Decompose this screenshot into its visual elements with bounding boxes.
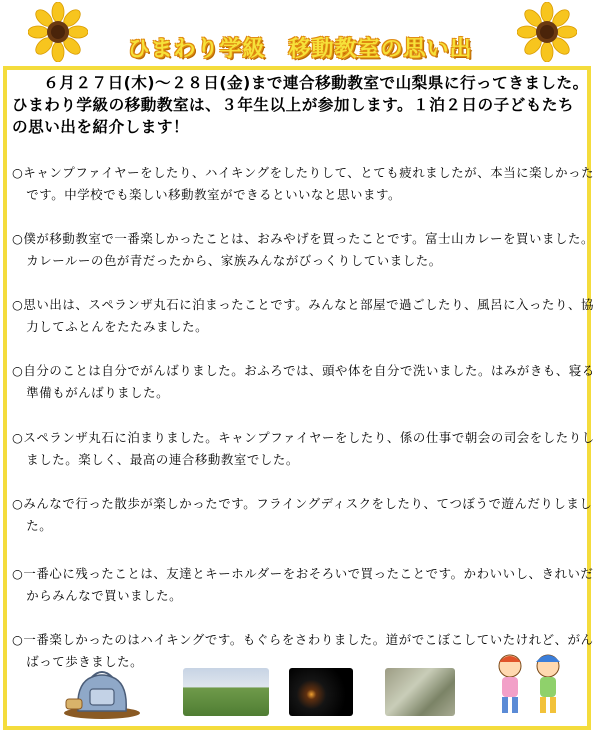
backpack-illustration [62,665,142,720]
memory-entry: ○自分のことは自分でがんばりました。おふろでは、頭や体を自分で洗いました。はみがきも、寝る準備もがんばりました。 [12,363,595,400]
intro-paragraph: ６月２７日(木)～２８日(金)まで連合移動教室で山梨県に行ってきました。ひまわり学級の移動教室は、３年生以上が参加します。１泊２日の子どもたちの思い出を紹介します！ [12,74,589,136]
memory-entry: ○キャンプファイヤーをしたり、ハイキングをしたりして、とても疲れましたが、本当に楽しかったです。中学校でも楽しい移動教室ができるといいなと思います。 [12,165,595,202]
memory-entry: ○一番心に残ったことは、友達とキーホルダーをおそろいで買ったことです。かわいいし、きれいだからみんなで買いました。 [12,566,594,603]
memory-entry: ○一番楽しかったのはハイキングです。もぐらをさわりました。道がでこぼこしていたけれど、がんばって歩きました。 [12,632,594,669]
memory-entry: ○僕が移動教室で一番楽しかったことは、おみやげを買ったことです。富士山カレーを買いました。カレールーの色が青だったから、家族みんながびっくりしていました。 [12,231,595,268]
memory-entry: ○スペランザ丸石に泊まりました。キャンプファイヤーをしたり、係の仕事で朝会の司会をしたりしました。楽しく、最高の連合移動教室でした。 [12,430,595,467]
hiking-photo [183,668,269,716]
memory-entry: ○思い出は、スペランザ丸石に泊まったことです。みんなと部屋で過ごしたり、風呂に入ったり、協力してふとんをたたみました。 [12,297,595,334]
memory-entry: ○みんなで行った散歩が楽しかったです。フライングディスクをしたり、てつぼうで遊んだりしました。 [12,496,593,533]
forest-photo [385,668,455,716]
page-title: ひまわり学級 移動教室の思い出 [127,37,473,62]
children-illustration [480,650,580,720]
campfire-photo [289,668,353,716]
